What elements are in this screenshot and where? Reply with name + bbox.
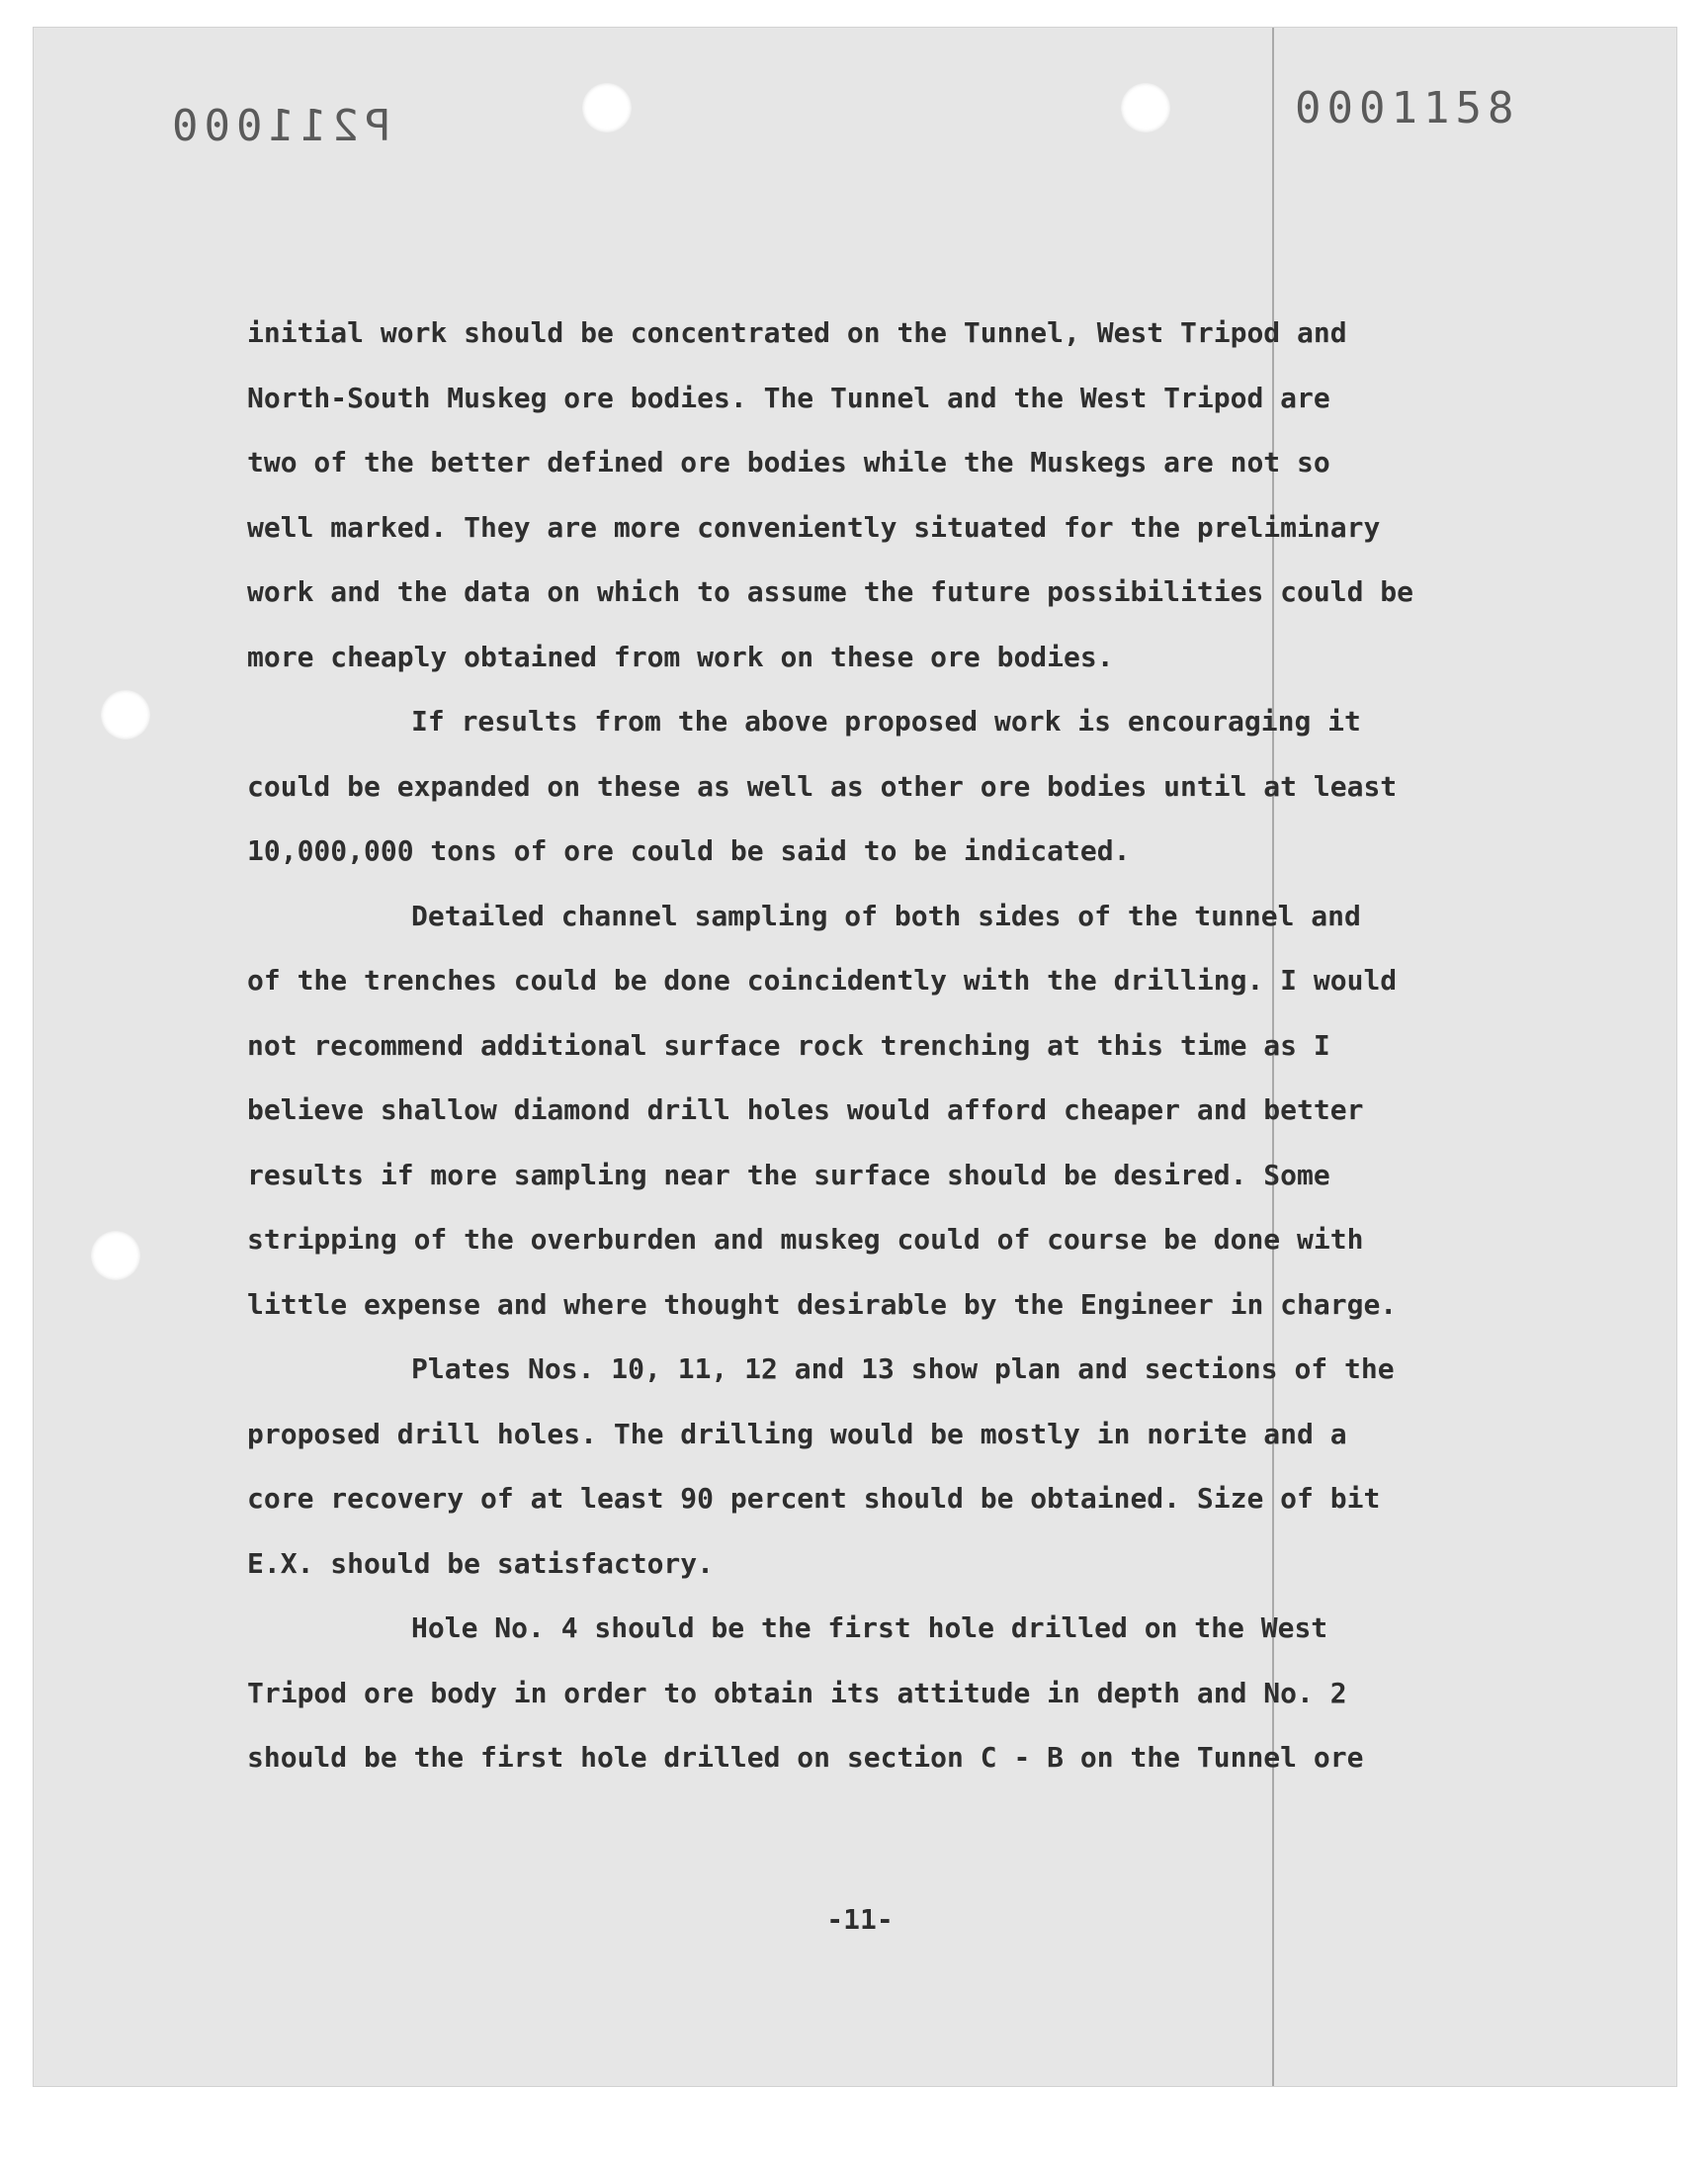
document-stamp-left: P211000 (166, 101, 391, 151)
text-line: work and the data on which to assume the future possibilities could be (247, 575, 1414, 608)
text-line: Plates Nos. 10, 11, 12 and 13 show plan and sections of the (411, 1352, 1395, 1385)
text-line: could be expanded on these as well as other ore bodies until at least (247, 769, 1398, 803)
text-line: believe shallow diamond drill holes would afford cheaper and better (247, 1093, 1364, 1126)
punch-hole-side-lower (91, 1231, 140, 1280)
text-line: two of the better defined ore bodies while the Muskegs are not so (247, 446, 1330, 478)
text-line: not recommend additional surface rock trenching at this time as I (247, 1028, 1330, 1062)
text-line: Detailed channel sampling of both sides of the tunnel and (411, 899, 1361, 932)
text-line: should be the first hole drilled on section C - B on the Tunnel ore (247, 1741, 1364, 1774)
text-line: Hole No. 4 should be the first hole drilled on the West (411, 1611, 1328, 1644)
text-line: 10,000,000 tons of ore could be said to be indicated. (247, 834, 1131, 867)
text-line: North-South Muskeg ore bodies. The Tunnel and the West Tripod are (247, 381, 1330, 414)
text-line: Tripod ore body in order to obtain its attitude in depth and No. 2 (247, 1676, 1347, 1709)
text-line: little expense and where thought desirable by the Engineer in charge. (247, 1287, 1398, 1321)
text-line: of the trenches could be done coincidently with the drilling. I would (247, 964, 1398, 997)
text-line: proposed drill holes. The drilling would be mostly in norite and a (247, 1417, 1347, 1450)
punch-hole-top-left (582, 83, 632, 132)
document-stamp-right: 0001158 (1295, 83, 1520, 133)
text-line: E.X. should be satisfactory. (247, 1546, 715, 1580)
text-line: well marked. They are more conveniently situated for the preliminary (247, 510, 1381, 544)
text-line: stripping of the overburden and muskeg could of course be done with (247, 1223, 1364, 1256)
body-text (247, 301, 1453, 1790)
page-number: -11- (826, 1903, 894, 1936)
punch-hole-side-upper (101, 690, 150, 740)
text-line: initial work should be concentrated on the Tunnel, West Tripod and (247, 316, 1347, 349)
text-line: If results from the above proposed work is encouraging it (411, 705, 1361, 738)
text-line: core recovery of at least 90 percent should be obtained. Size of bit (247, 1482, 1381, 1515)
text-line: more cheaply obtained from work on these ore bodies. (247, 640, 1114, 673)
text-line: results if more sampling near the surface should be desired. Some (247, 1158, 1330, 1191)
punch-hole-top-right (1121, 83, 1170, 132)
